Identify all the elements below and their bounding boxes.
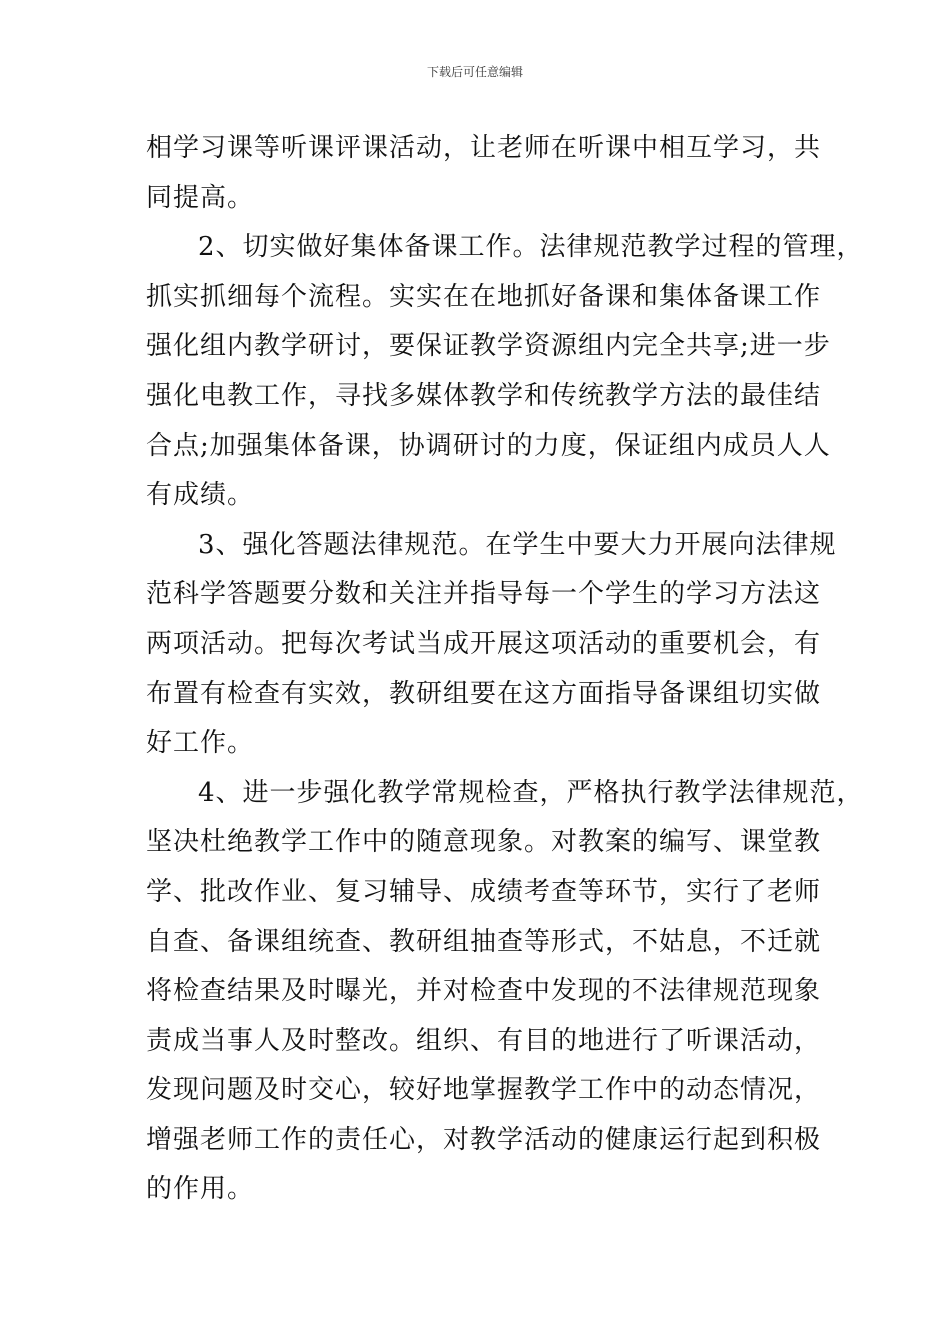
- text-line: 强化组内教学研讨，要保证教学资源组内完全共享;进一步: [146, 331, 831, 362]
- page-header-note: 下载后可任意编辑: [426, 65, 523, 79]
- text-line: 范科学答题要分数和关注并指导每一个学生的学习方法这: [146, 579, 822, 610]
- text-line: 将检查结果及时曝光，并对检查中发现的不法律规范现象: [146, 976, 822, 1007]
- text-line: 自查、备课组统查、教研组抽查等形式，不姑息，不迁就: [146, 926, 822, 957]
- text-line: 强化电教工作，寻找多媒体教学和传统教学方法的最佳结: [146, 380, 822, 411]
- text-line: 责成当事人及时整改。组织、有目的地进行了听课活动，: [146, 1025, 822, 1056]
- text-line: 同提高。: [146, 182, 255, 213]
- document-body: [146, 124, 864, 1215]
- text-line: 好工作。: [146, 728, 255, 759]
- text-line: 合点;加强集体备课，协调研讨的力度，保证组内成员人人: [146, 430, 831, 461]
- paragraph-start-line: 3、强化答题法律规范。在学生中要大力开展向法律规: [198, 529, 837, 560]
- text-line: 两项活动。把每次考试当成开展这项活动的重要机会，有: [146, 628, 822, 659]
- text-line: 学、批改作业、复习辅导、成绩考查等环节，实行了老师: [146, 876, 822, 907]
- paragraph-start-line: 2、切实做好集体备课工作。法律规范教学过程的管理，: [198, 232, 864, 263]
- text-line: 相学习课等听课评课活动，让老师在听课中相互学习，共: [146, 133, 822, 163]
- text-line: 抓实抓细每个流程。实实在在地抓好备课和集体备课工作: [146, 281, 822, 312]
- paragraph-start-line: 4、进一步强化教学常规检查，严格执行教学法律规范，: [198, 777, 864, 808]
- text-line: 坚决杜绝教学工作中的随意现象。对教案的编写、课堂教: [146, 827, 822, 858]
- text-line: 增强老师工作的责任心，对教学活动的健康运行起到积极: [146, 1124, 822, 1155]
- text-line: 发现问题及时交心，较好地掌握教学工作中的动态情况，: [146, 1075, 822, 1106]
- text-line: 布置有检查有实效，教研组要在这方面指导备课组切实做: [146, 678, 822, 709]
- text-line: 的作用。: [146, 1174, 255, 1205]
- text-line: 有成绩。: [146, 480, 255, 511]
